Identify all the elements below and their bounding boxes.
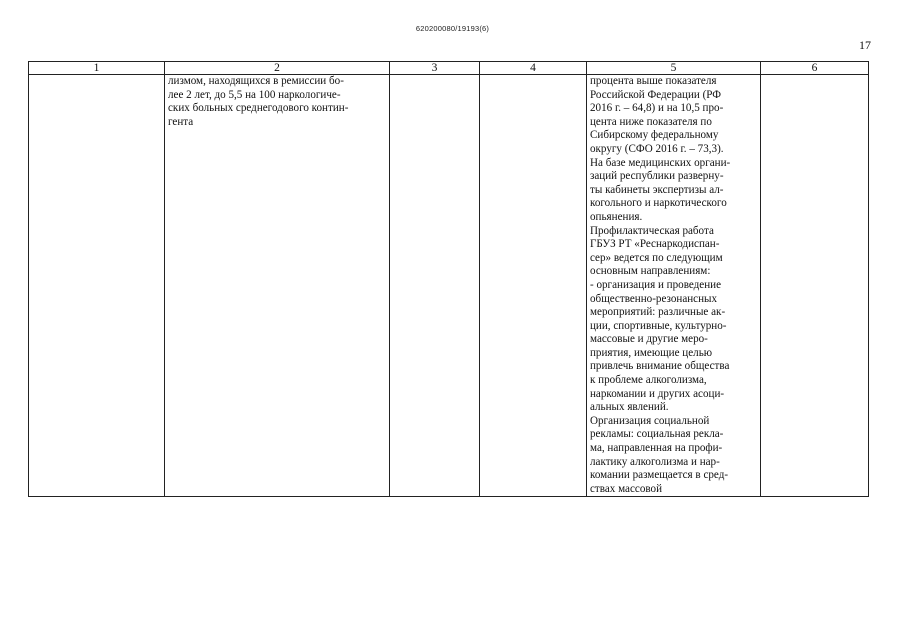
cell-text-line: - организация и проведение [590, 278, 722, 291]
cell-col6 [761, 75, 869, 497]
cell-text-line: когольного и наркотического [590, 197, 727, 210]
cell-text-line: На базе медицинских органи- [590, 156, 731, 169]
cell-text-line: массовые и другие меро- [590, 333, 708, 346]
cell-text-line: ты кабинеты экспертизы ал- [590, 183, 724, 196]
table-header-row [29, 62, 869, 75]
cell-text-line: ствах массовой [590, 482, 663, 495]
cell-text-line: округу (СФО 2016 г. – 73,3). [590, 142, 724, 155]
column-header-4: 4 [480, 62, 587, 75]
cell-text-line: альных явлений. [590, 401, 669, 414]
cell-text-line: лактику алкоголизма и нар- [590, 455, 720, 468]
cell-col4 [480, 75, 587, 497]
cell-text-line: ГБУЗ РТ «Реснаркодиспан- [590, 238, 720, 251]
cell-col2 [165, 75, 390, 497]
cell-text-line: цента ниже показателя по [590, 115, 712, 128]
cell-col3 [390, 75, 480, 497]
column-header-1: 1 [29, 62, 165, 75]
cell-text-line: лизмом, находящихся в ремиссии бо- [168, 75, 344, 87]
cell-text-line: гента [168, 115, 194, 128]
cell-text-line: Сибирскому федеральному [590, 129, 719, 142]
cell-text-line: сер» ведется по следующим [590, 251, 723, 264]
column-header-2: 2 [165, 62, 390, 75]
cell-text-line: приятия, имеющие целью [590, 346, 713, 359]
cell-text-line: мероприятий: различные ак- [590, 306, 726, 319]
document-id: 620200080/19193(6) [415, 24, 490, 33]
cell-text-line: ма, направленная на профи- [590, 442, 723, 455]
cell-text-line: заций республики разверну- [590, 170, 724, 183]
cell-text-line: ции, спортивные, культурно- [590, 319, 727, 332]
cell-text-line: Профилактическая работа [590, 224, 714, 237]
cell-text-line: наркомании и других асоци- [590, 387, 725, 400]
cell-text-line: Организация социальной [590, 414, 710, 427]
document-table [28, 61, 869, 497]
cell-text-line: к проблеме алкоголизма, [590, 374, 707, 387]
column-header-3: 3 [390, 62, 480, 75]
cell-text-line: ских больных среднегодового контин- [168, 102, 349, 115]
cell-col1 [29, 75, 165, 497]
cell-col5 [587, 75, 761, 497]
table-row [29, 75, 869, 497]
column-header-6: 6 [761, 62, 869, 75]
cell-text-line: 2016 г. – 64,8) и на 10,5 про- [590, 102, 724, 115]
cell-text-line: привлечь внимание общества [590, 360, 730, 373]
column-header-5: 5 [587, 62, 761, 75]
cell-text-line: процента выше показателя [590, 75, 717, 87]
cell-text-line: опьянения. [590, 210, 643, 223]
cell-text-line: комании размещается в сред- [590, 469, 729, 482]
cell-text-line: основным направлениям: [590, 265, 711, 278]
page-number: 17 [859, 38, 871, 52]
cell-text-line: рекламы: социальная рекла- [590, 428, 724, 441]
cell-text-line: Российской Федерации (РФ [590, 88, 722, 101]
cell-text-line: лее 2 лет, до 5,5 на 100 наркологиче- [168, 88, 341, 101]
cell-text-line: общественно-резонансных [590, 292, 718, 305]
